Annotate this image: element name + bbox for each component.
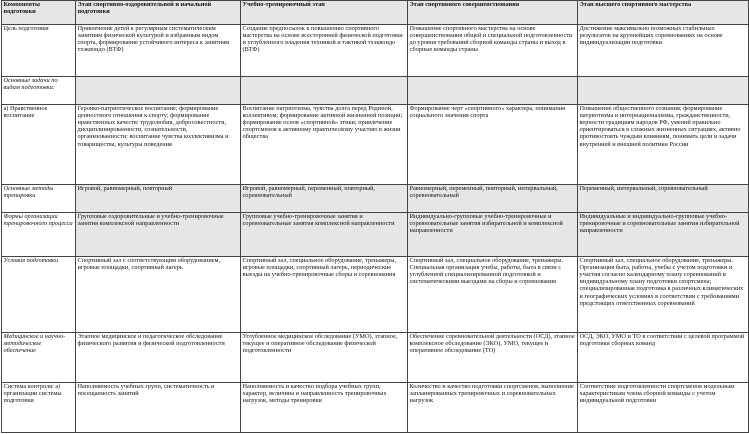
table-cell: Углубленное медицинское обследование (УМО), этапное, текущее и оперативное обследование физической подготовленности	[241, 333, 408, 383]
table-cell: Обеспечение соревновательной деятельности (ОСД), этапное комплексное обследование (ЭКО), УМО, текущее и оперативное обследование (ТО)	[408, 333, 578, 383]
row-label-moral: а) Нравственное воспитание	[2, 105, 76, 185]
table-cell	[408, 77, 578, 105]
table-cell: Соответствие подготовленности спортсменов модельным характеристикам члена сборной команды с учетом индивидуальной подготовки	[578, 383, 749, 433]
table-cell: Равномерный, переменный, повторный, интервальный, соревновательный	[408, 185, 578, 213]
table-row	[2, 185, 749, 213]
table-cell: Спортивный зал с соответствующим оборудованием, игровые площадки, спортивный лагерь	[76, 257, 241, 333]
table-cell: Индивидуально-групповые учебно-тренировочные и соревновательные занятия избирательной и комплексной направленности	[408, 213, 578, 257]
header-stage-training: Учебно-тренировочный этап	[241, 1, 408, 25]
table-cell: Индивидуальные и индивидуально-групповые учебно-тренировочные и соревновательные занятия избирательной направленности	[578, 213, 749, 257]
table-cell: Количество и качество подготовки спортсменов, выполнение запланированных тренировочных и соревновательных нагрузок	[408, 383, 578, 433]
table-cell: Игровой, равномерный, переменный, повторный, соревновательный	[241, 185, 408, 213]
table-row	[2, 383, 749, 433]
table-cell: Повышение общественного сознания; формирование патриотизма и интернационализма, гражданственности, верности традициям народов РФ, умений правильно ориентироваться в сложных жизненных ситуациях, активно противостоять чуждым влияниям, понимать цели и задачи внутренней и внешней политики России	[578, 105, 749, 185]
table-cell	[76, 77, 241, 105]
header-stage-mastery: Этап высшего спортивного мастерства	[578, 1, 749, 25]
table-row	[2, 213, 749, 257]
table-cell: Героико-патриотическое воспитание; формирование ценностного отношения к спорту; формирование нравственных качеств: трудолюбия, добросовестности, дисциплинированности, сознательности, организованности; воспитание чувства коллективизма и товарищества, культуры поведения	[76, 105, 241, 185]
table-row	[2, 105, 749, 185]
table-cell: Переменный, интервальный, соревновательный	[578, 185, 749, 213]
header-components: Компоненты подготовки	[2, 1, 76, 25]
table-cell: Повышение спортивного мастерства на основе совершенствования общей и специальной подготовленности до уровня требований сборной команды страны и выход в сборные команды страны	[408, 25, 578, 77]
row-label-medical: Медицинское и научно-методическое обеспечение	[2, 333, 76, 383]
header-stage-initial: Этап спортивно-оздоровительной и начальной подготовки	[76, 1, 241, 25]
table-row	[2, 333, 749, 383]
table-cell	[241, 77, 408, 105]
table-cell: Игровой, равномерный, повторный	[76, 185, 241, 213]
row-label-control: Система контроля: а) организации системы подготовки	[2, 383, 76, 433]
table-cell: Этапное медицинское и педагогическое обследование физического развития и физической подготовленности	[76, 333, 241, 383]
row-label-goal: Цель подготовки	[2, 25, 76, 77]
table-cell: Спортивный зал, специальное оборудование, тренажеры, игровые площадки, спортивный лагерь, периодические выезды на учебно-тренировочные сборы и соревнования	[241, 257, 408, 333]
table-row	[2, 77, 749, 105]
table-cell: Спортивный зал, специальное оборудование, тренажеры. Организация быта, работы, учебы с учетом подготовки и участия согласно календарному плану соревнований и индивидуальному плану подготовки спортсмена; специализированная подготовка в различных климатических и географических условиях в соответствии с требованиями предстоящих ответственных соревнований	[578, 257, 749, 333]
table-cell: Групповые оздоровительные и учебно-тренировочные занятия комплексной направленности	[76, 213, 241, 257]
table-cell: Воспитание патриотизма, чувства долга перед Родиной, коллективом; формирование активной жизненной позиции; формирование основ «спортивной» этики; привлечение спортсменов к активному практическому участию в жизни общества	[241, 105, 408, 185]
row-label-conditions: Условия подготовки	[2, 257, 76, 333]
table-cell: Наполняемость учебных групп, систематичность и посещаемость занятий	[76, 383, 241, 433]
table-row	[2, 25, 749, 77]
row-label-tasks: Основные задачи по видам подготовки:	[2, 77, 76, 105]
training-stages-table	[1, 0, 749, 433]
table-cell	[578, 77, 749, 105]
table-cell: Создание предпосылок к повышению спортивного мастерства на основе всесторонней физической подготовки и углубленного владения техникой и тактикой тхэквондо (ВТФ)	[241, 25, 408, 77]
table-header-row	[2, 1, 749, 25]
table-cell: ОСД, ЭКО, УМО и ТО в соответствии с целевой программой подготовки сборных команд	[578, 333, 749, 383]
table-cell: Спортивный зал, специальное оборудование, тренажеры. Специальная организация учебы, работы, быта в связи с углубленной специализированной подготовкой и систематическими выездами на сборы и соревнования	[408, 257, 578, 333]
table-cell: Привлечение детей к регулярным систематическим занятиям физической культурой и избранным видом спорта, формирование устойчивого интереса к занятиям тхэквондо (ВТФ)	[76, 25, 241, 77]
table-cell: Наполняемость и качество подбора учебных групп, характер, величина и направленность тренировочных нагрузок, методы тренировки	[241, 383, 408, 433]
table-cell: Достижение максимально возможных стабильных результатов на крупнейших соревнованиях на основе индивидуализации подготовки	[578, 25, 749, 77]
row-label-forms: Формы организации тренировочного процесса	[2, 213, 76, 257]
table-cell: Групповые учебно-тренировочные занятия и соревновательные занятия комплексной направленности	[241, 213, 408, 257]
table-cell: Формирование черт «спортивного» характера, понимания социального значения спорта	[408, 105, 578, 185]
table-row	[2, 257, 749, 333]
header-stage-improvement: Этап спортивного совершенствования	[408, 1, 578, 25]
row-label-methods: Основные методы тренировки	[2, 185, 76, 213]
